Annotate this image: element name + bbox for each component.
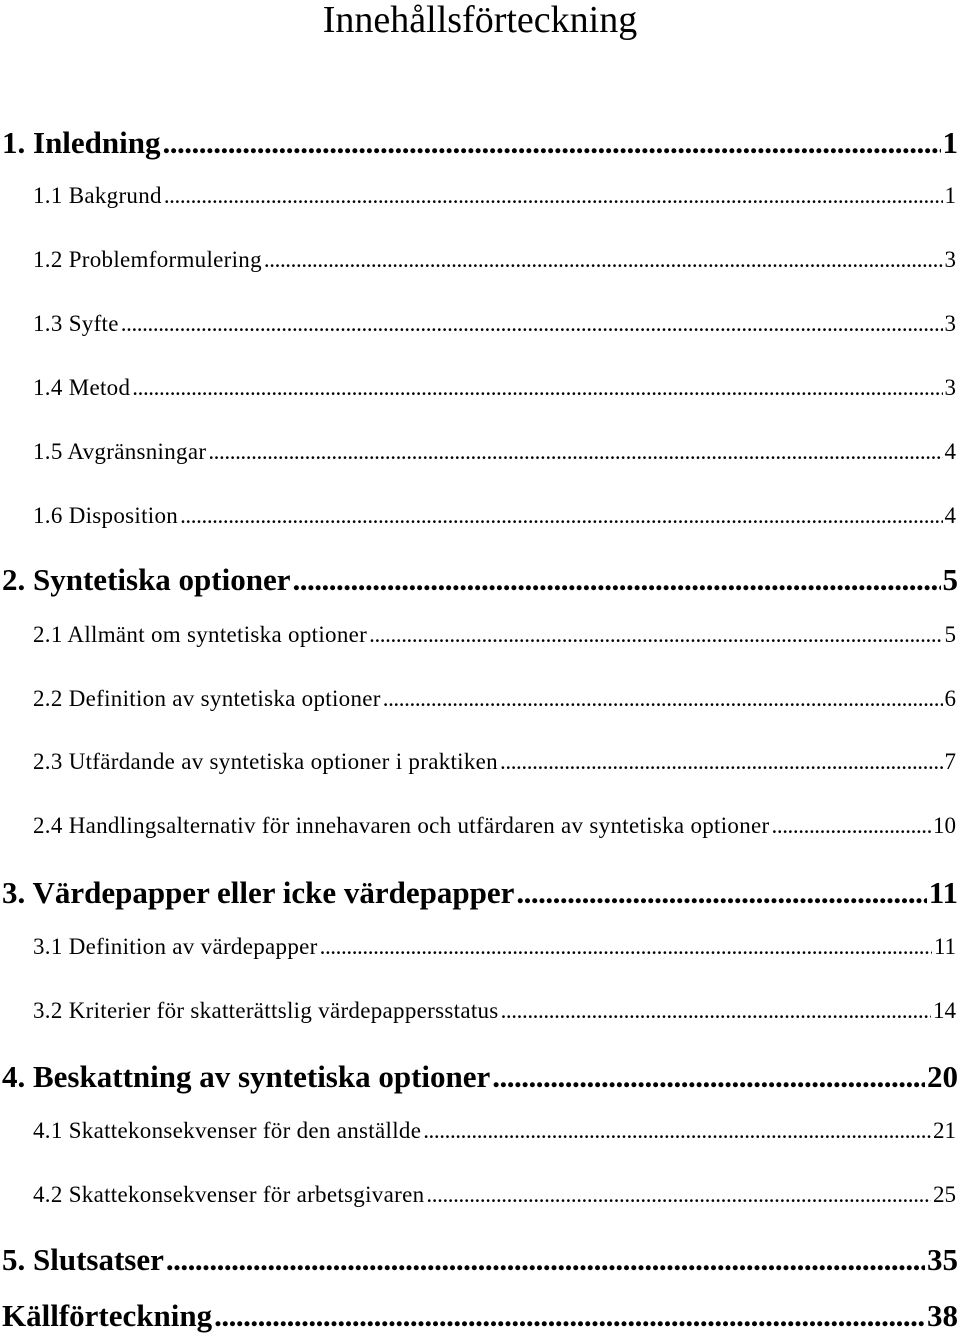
- toc-entry[interactable]: [33, 620, 956, 650]
- dot-leader: [423, 1116, 931, 1146]
- toc-entry[interactable]: [33, 1116, 956, 1146]
- toc-entry-text: 4. Beskattning av syntetiska optioner: [2, 1059, 491, 1094]
- dot-leader: [214, 1298, 925, 1334]
- toc-entry-page: 5: [944, 622, 956, 647]
- toc-entry-page: 3: [944, 247, 956, 272]
- toc-entry[interactable]: [33, 811, 956, 841]
- toc-entry[interactable]: [33, 245, 956, 275]
- dot-leader: [166, 1242, 925, 1278]
- toc-entry-text: 1.5 Avgränsningar: [33, 439, 207, 464]
- dot-leader: [180, 501, 942, 531]
- toc-entry[interactable]: [33, 373, 956, 403]
- toc-entry[interactable]: [2, 875, 958, 911]
- toc-entry-page: 1: [944, 183, 956, 208]
- toc-entry-text: 1.3 Syfte: [33, 311, 119, 336]
- dot-leader: [772, 811, 932, 841]
- toc-entry-page: 5: [942, 562, 958, 597]
- dot-leader: [121, 309, 943, 339]
- dot-leader: [293, 562, 941, 598]
- toc-entry[interactable]: [33, 932, 956, 962]
- toc-entry[interactable]: [2, 562, 958, 598]
- toc-entry-text: 1.4 Metod: [33, 375, 131, 400]
- toc-entry-page: 38: [927, 1298, 958, 1333]
- toc-entry-text: 5. Slutsatser: [2, 1242, 164, 1277]
- toc-entry[interactable]: [2, 1059, 958, 1095]
- dot-leader: [492, 1059, 925, 1095]
- toc-entry-page: 25: [933, 1182, 956, 1207]
- toc-entry[interactable]: [33, 684, 956, 714]
- toc-entry-text: 3.2 Kriterier för skatterättslig värdepappersstatus: [33, 998, 499, 1023]
- dot-leader: [163, 125, 941, 161]
- toc-entry[interactable]: [33, 501, 956, 531]
- toc-entry-text: 2.1 Allmänt om syntetiska optioner: [33, 622, 368, 647]
- toc-entry-page: 10: [933, 813, 956, 838]
- dot-leader: [208, 437, 942, 467]
- toc-entry-text: 2.2 Definition av syntetiska optioner: [33, 686, 381, 711]
- toc-entry[interactable]: [33, 309, 956, 339]
- toc-entry-text: 1.6 Disposition: [33, 503, 179, 528]
- dot-leader: [132, 373, 942, 403]
- toc-entry[interactable]: [2, 1242, 958, 1278]
- toc-entry[interactable]: [2, 125, 958, 161]
- toc-entry-text: 1.1 Bakgrund: [33, 183, 162, 208]
- toc-entry-text: 2. Syntetiska optioner: [2, 562, 291, 597]
- dot-leader: [426, 1180, 931, 1210]
- toc-entry-page: 6: [944, 686, 956, 711]
- toc-entry-text: 1.2 Problemformulering: [33, 247, 262, 272]
- toc-entry-page: 4: [944, 439, 956, 464]
- dot-leader: [500, 747, 943, 777]
- toc-entry-text: 3.1 Definition av värdepapper: [33, 934, 318, 959]
- toc-entry-text: 2.4 Handlingsalternativ för innehavaren och utfärdaren av syntetiska optioner: [33, 813, 770, 838]
- toc-entry[interactable]: [33, 747, 956, 777]
- dot-leader: [264, 245, 943, 275]
- toc-entry[interactable]: [33, 181, 956, 211]
- toc-entry[interactable]: [33, 1180, 956, 1210]
- dot-leader: [383, 684, 943, 714]
- toc-entry[interactable]: [33, 996, 956, 1026]
- toc-entry-page: 35: [927, 1242, 958, 1277]
- page-title: Innehållsförteckning: [322, 0, 638, 41]
- toc-entry-page: 14: [933, 998, 956, 1023]
- toc-entry-page: 21: [933, 1118, 956, 1143]
- toc-entry-page: 7: [944, 749, 956, 774]
- toc-entry-page: 20: [927, 1059, 958, 1094]
- toc-entry-page: 11: [933, 934, 956, 959]
- dot-leader: [501, 996, 931, 1026]
- toc-entry-page: 11: [928, 875, 958, 910]
- dot-leader: [369, 620, 942, 650]
- toc-entry-text: 4.1 Skattekonsekvenser för den anställde: [33, 1118, 422, 1143]
- toc-entry[interactable]: [33, 437, 956, 467]
- toc-entry-text: Källförteckning: [2, 1298, 213, 1333]
- toc-entry-text: 3. Värdepapper eller icke värdepapper: [2, 875, 515, 910]
- dot-leader: [320, 932, 932, 962]
- toc-entry-page: 4: [944, 503, 956, 528]
- toc-entry-text: 4.2 Skattekonsekvenser för arbetsgivaren: [33, 1182, 425, 1207]
- toc-entry-text: 2.3 Utfärdande av syntetiska optioner i praktiken: [33, 749, 498, 774]
- dot-leader: [516, 875, 926, 911]
- toc-entry-page: 1: [942, 125, 958, 160]
- toc-entry-page: 3: [944, 311, 956, 336]
- toc-entry-page: 3: [944, 375, 956, 400]
- toc-entry-text: 1. Inledning: [2, 125, 161, 160]
- dot-leader: [164, 181, 943, 211]
- toc-entry[interactable]: [2, 1298, 958, 1334]
